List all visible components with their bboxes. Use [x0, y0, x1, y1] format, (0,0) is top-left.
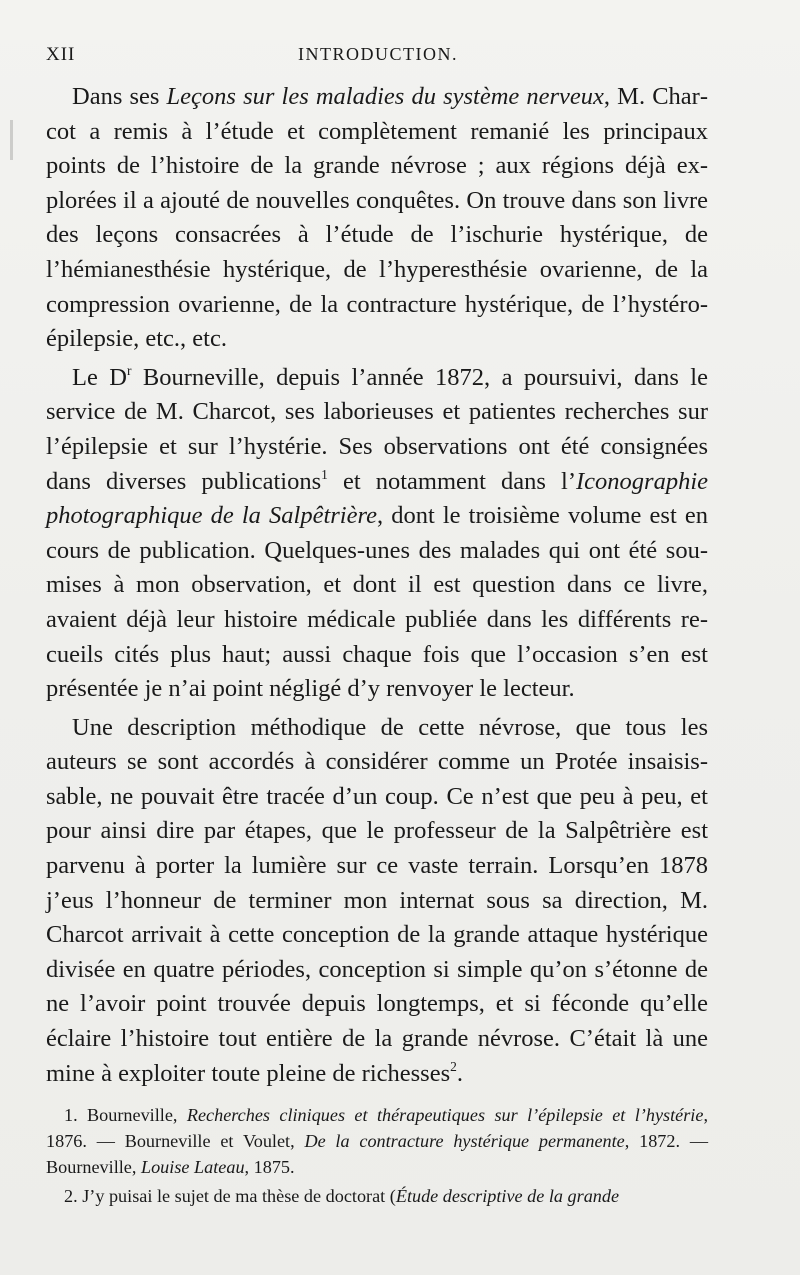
footnote-1-text-a: 1. Bourneville,: [64, 1105, 187, 1125]
footnote-1: [46, 1102, 708, 1180]
paragraph-1-text-c: , M. Charcot a remis à l’étude et complètement remanié les principaux points de l’histoire de la grande névrose ; aux régions déjà explorées il a ajouté de nouvelles conquêtes. On trouve dans son livre des leçons consacrées à l’étude de l’ischurie hystérique, de l’hémianesthésie hystérique, de l’hyperesthésie ovarienne, de la compression ovarienne, de la contracture hystérique, de l’hystéro-épilepsie, etc., etc.: [46, 83, 708, 353]
paragraph-3: [46, 711, 708, 1092]
paragraph-2-text-b: Bourneville, depuis l’année 1872, a poursuivi, dans le service de M. Charcot, ses laborieuses et patientes recherches sur l’épilepsie et sur l’hystérie. Ses observations ont été consignées dans diverses publications: [46, 363, 708, 495]
footnote-1-text-e: , 1872. — Bourneville,: [46, 1131, 709, 1177]
footnote-ref-1: 1: [321, 466, 328, 482]
paragraph-1: [46, 80, 708, 357]
footnote-ref-2: 2: [450, 1058, 457, 1074]
footnote-1-title-contracture: De la contracture hystérique permanente: [304, 1131, 625, 1151]
paragraph-2-text-e: , dont le troisième volume est en cours de publication. Quelques-unes des malades qui ont été soumises à mon observation, et dont il est question dans ce livre, avaient déjà leur histoire médicale publiée dans les différents recueils cités plus haut; aussi chaque fois que l’occasion s’en est présentée je n’ai point négligé d’y renvoyer le lecteur.: [46, 502, 708, 703]
page-number: XII: [46, 44, 76, 65]
footnote-1-title-recherches: Recherches cliniques et thérapeutiques sur l’épilepsie et l’hystérie: [186, 1105, 704, 1125]
book-title-iconographie: Iconographie photographique de la Salpêtrière: [46, 467, 708, 530]
paragraph-2-text-c: et notamment dans l’: [327, 467, 576, 495]
footnote-1-text-c: , 1876. — Bourneville et Voulet,: [46, 1105, 708, 1151]
paragraph-3-text-b: .: [456, 1059, 463, 1087]
paragraph-3-text-a: Une description méthodique de cette névrose, que tous les auteurs se sont accordés à considérer comme un Protée insaisissable, ne pouvait être tracée d’un coup. Ce n’est que peu à peu, et pour ainsi dire par étapes, que le professeur de la Salpêtrière est parvenu à porter la lumière sur ce vaste terrain. Lorsqu’en 1878 j’eus l’honneur de terminer mon internat sous sa direction, M. Charcot arrivait à cette conception de la grande attaque hystérique divisée en quatre périodes, conception si simple qu’on s’étonne de ne l’avoir point trouvée depuis longtemps, et si féconde qu’elle éclaire l’histoire tout entière de la grande névrose. C’était là une mine à exploiter toute pleine de richesses: [46, 713, 708, 1087]
paragraph-2-text-a: Le D: [72, 363, 127, 391]
footnote-1-title-lateau: Louise Lateau: [140, 1157, 245, 1177]
doctor-abbrev-superscript: r: [126, 362, 132, 378]
page-edge-shadow: [10, 120, 13, 160]
body-text: [46, 80, 708, 1091]
page-header: [46, 44, 710, 70]
footnote-1-text-g: , 1875.: [244, 1157, 295, 1177]
footnotes: [46, 1102, 708, 1209]
footnote-2: [46, 1183, 708, 1209]
footnote-2-text-a: 2. J’y puisai le sujet de ma thèse de doctorat (: [64, 1186, 396, 1206]
running-title: INTRODUCTION.: [298, 44, 458, 64]
footnote-2-title-etude: Étude descriptive de la grande: [395, 1186, 620, 1206]
paragraph-2: [46, 361, 708, 707]
paragraph-1-text-a: Dans ses: [72, 83, 167, 110]
book-title-lecons: Leçons sur les maladies du système nerveux: [166, 83, 604, 110]
